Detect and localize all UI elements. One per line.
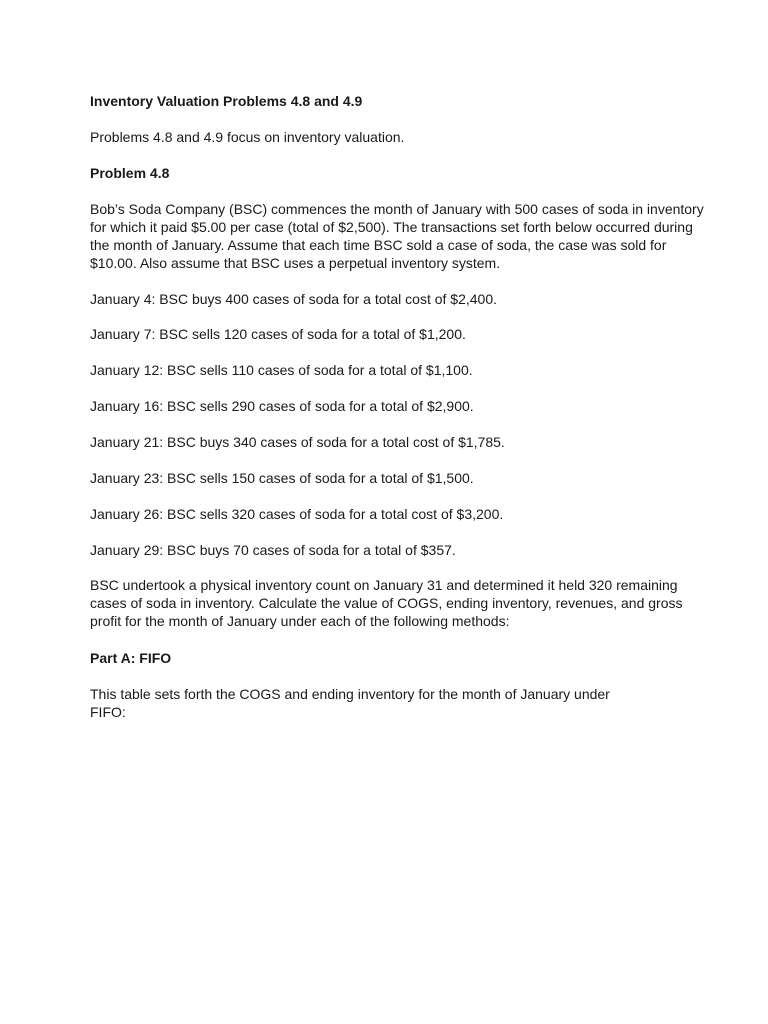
transaction-line: January 16: BSC sells 290 cases of soda for a total of $2,900. xyxy=(90,398,474,414)
inventory-count-paragraph xyxy=(90,576,683,630)
problem-heading: Problem 4.8 xyxy=(90,165,170,181)
transaction-line: January 29: BSC buys 70 cases of soda for a total of $357. xyxy=(90,542,456,558)
part-a-heading: Part A: FIFO xyxy=(90,650,172,666)
count-line: cases of soda in inventory. Calculate the value of COGS, ending inventory, revenues, and gross xyxy=(90,595,683,611)
part-a-line: FIFO: xyxy=(90,704,126,720)
document-title: Inventory Valuation Problems 4.8 and 4.9 xyxy=(90,93,363,109)
part-a-line: This table sets forth the COGS and ending inventory for the month of January under xyxy=(90,686,610,702)
part-a-paragraph xyxy=(90,685,680,721)
count-line: profit for the month of January under each of the following methods: xyxy=(90,613,510,629)
transaction-line: January 21: BSC buys 340 cases of soda for a total cost of $1,785. xyxy=(90,434,505,450)
problem-paragraph xyxy=(90,200,704,272)
transaction-line: January 4: BSC buys 400 cases of soda for a total cost of $2,400. xyxy=(90,291,498,307)
transaction-line: January 12: BSC sells 110 cases of soda for a total of $1,100. xyxy=(90,362,473,378)
problem-line: $10.00. Also assume that BSC uses a perpetual inventory system. xyxy=(90,255,501,271)
problem-line: for which it paid $5.00 per case (total of $2,500). The transactions set forth below occurred during xyxy=(90,219,693,235)
problem-line: the month of January. Assume that each time BSC sold a case of soda, the case was sold for xyxy=(90,237,667,253)
problem-line: Bob’s Soda Company (BSC) commences the month of January with 500 cases of soda in inventory xyxy=(90,201,704,217)
count-line: BSC undertook a physical inventory count on January 31 and determined it held 320 remaining xyxy=(90,577,678,593)
transaction-line: January 26: BSC sells 320 cases of soda for a total cost of $3,200. xyxy=(90,506,504,522)
transaction-line: January 7: BSC sells 120 cases of soda for a total of $1,200. xyxy=(90,326,466,342)
intro-text: Problems 4.8 and 4.9 focus on inventory valuation. xyxy=(90,129,405,145)
transaction-line: January 23: BSC sells 150 cases of soda for a total of $1,500. xyxy=(90,470,474,486)
